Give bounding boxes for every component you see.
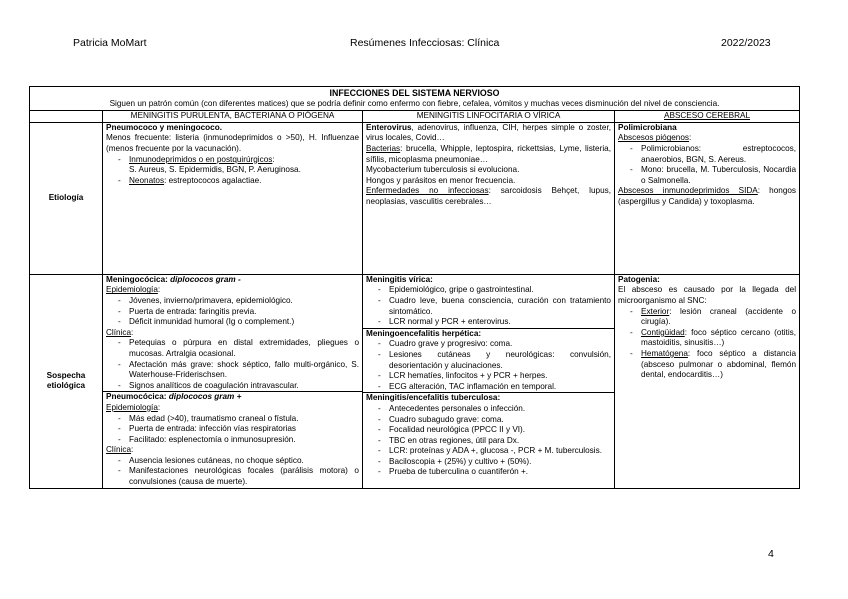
pneumococica-epi-list	[106, 414, 359, 446]
list-item: - Puerta de entrada: faringitis previa.	[106, 307, 359, 318]
header-author: Patricia MoMart	[73, 37, 147, 49]
sospecha-tuberculosa	[363, 392, 614, 478]
sospecha-pneumococica	[103, 391, 362, 487]
etiologia-virica-hongos: Hongos y parásitos en menor frecuencia.	[366, 175, 516, 185]
list-item: - Cuadro subagudo grave: coma.	[366, 415, 611, 426]
sospecha-virica-cell	[363, 274, 615, 488]
list-item: - Polimicrobianos: estreptococos, anaerobios, BGN, S. Aereus.	[618, 144, 796, 165]
list-item: - Prueba de tuberculina o cuantiferón +.	[366, 467, 611, 478]
column-header-absceso: ABSCESO CEREBRAL	[615, 111, 800, 123]
list-item: - Manifestaciones neurológicas focales (parálisis motora) o convulsiones (causa de muerte).	[106, 466, 359, 487]
herpetica-heading: Meningoencefalitis herpética:	[366, 328, 482, 338]
etiologia-virica-cell	[363, 122, 615, 274]
column-header-virica: MENINGITIS LINFOCITARIA O VÍRICA	[363, 111, 615, 123]
list-item: - Lesiones cutáneas y neurológicas: convulsión, desorientación y alucinaciones.	[366, 350, 611, 371]
list-item: - Déficit inmunidad humoral (Ig o complement.)	[106, 317, 359, 328]
etiologia-purulenta-cell	[103, 122, 363, 274]
herpetica-list	[366, 339, 611, 392]
etiologia-absceso-piogenos: Abscesos piógenos:	[618, 133, 692, 143]
sospecha-virica	[363, 275, 614, 328]
absceso-patogenia-list	[618, 307, 796, 381]
absceso-patogenia-heading: Patogenia:	[618, 274, 660, 284]
table-title: INFECCIONES DEL SISTEMA NERVIOSO	[329, 88, 500, 98]
list-item: - Puerta de entrada: infección vías respiratorias	[106, 424, 359, 435]
etiologia-purulenta-text: Menos frecuente: listeria (inmunodeprimidos o >50), H. Influenzae (menos frecuente por la vacunación).	[106, 133, 359, 153]
list-item: - TBC en otras regiones, útil para Dx.	[366, 436, 611, 447]
column-header-purulenta: MENINGITIS PURULENTA, BACTERIANA O PIÓGENA	[103, 111, 363, 123]
pneumococica-epi-label: Epidemiología:	[106, 402, 161, 412]
table-subtitle: Siguen un patrón común (con diferentes matices) que se podría definir como enfermo con fiebre, cefalea, vómitos y muchas veces disminución del nivel de consciencia.	[109, 98, 720, 108]
list-item: - Mono: brucella, M. Tuberculosis, Nocardia o Salmonella.	[618, 165, 796, 186]
etiologia-virica-bacterias: Bacterias: brucella, Whipple, leptospira, rickettsias, Lyme, listeria, sífilis, micoplasma pneumoniae…	[366, 143, 611, 164]
list-item: - LCR hematíes, linfocitos + y PCR + herpes.	[366, 371, 611, 382]
meningococica-epi-label: Epidemiología:	[106, 285, 161, 295]
header-year: 2022/2023	[721, 37, 771, 49]
etiologia-absceso-sida: Abscesos inmunodeprimidos SIDA: hongos (aspergillus y Candida) y toxoplasma.	[618, 186, 797, 206]
list-item: - Hematógena: foco séptico a distancia (absceso pulmonar o abdominal, flemón dental, endocarditis…)	[618, 349, 796, 381]
pneumococica-clin-list	[106, 456, 359, 488]
etiologia-purulenta-list	[106, 155, 359, 187]
list-item: - Inmunodeprimidos o en postquirúrgicos: S. Aureus, S. Epidermidis, BGN, P. Aeruginosa.	[106, 155, 359, 176]
infections-table	[29, 86, 800, 489]
absceso-patogenia-text: El absceso es causado por la llegada del microorganismo al SNC:	[618, 285, 797, 305]
list-item: - Antecedentes personales o infección.	[366, 404, 611, 415]
list-item: - Petequias o púrpura en distal extremidades, pliegues o mucosas. Artralgia ocasional.	[106, 338, 359, 359]
list-item: - Más edad (>40), traumatismo craneal o fístula.	[106, 414, 359, 425]
pneumococica-heading: Pneumocócica: diplococos gram +	[106, 392, 242, 402]
meningococica-heading: Meningocócica: diplococos gram -	[106, 274, 241, 284]
list-item: - Jóvenes, invierno/primavera, epidemiológico.	[106, 296, 359, 307]
list-item: - Cuadro grave y progresivo: coma.	[366, 339, 611, 350]
list-item: - Epidemiológico, gripe o gastrointestinal.	[366, 285, 611, 296]
etiologia-absceso-cell	[615, 122, 800, 274]
list-item: - LCR normal y PCR + enterovirus.	[366, 317, 611, 328]
sospecha-purulenta-cell	[103, 274, 363, 488]
list-item: - Facilitado: esplenectomía o inmunosupresión.	[106, 435, 359, 446]
list-item: - Neonatos: estreptococos agalactiae.	[106, 176, 359, 187]
etiologia-virica-myco: Mycobacterium tuberculosis si evoluciona.	[366, 165, 520, 175]
virica-list	[366, 285, 611, 327]
sospecha-meningococica	[103, 275, 362, 392]
sospecha-herpetica	[363, 328, 614, 393]
corner-cell	[30, 111, 103, 123]
header-doc-title: Resúmenes Infecciosas: Clínica	[350, 37, 500, 49]
list-item: - LCR: proteínas y ADA +, glucosa -, PCR + M. tuberculosis.	[366, 446, 611, 457]
meningococica-clin-list	[106, 338, 359, 391]
etiologia-virica-no-infecciosas: Enfermedades no infecciosas: sarcoidosis Behçet, lupus, neoplasias, vasculitis cerebrales…	[366, 186, 611, 206]
tuberculosa-heading: Meningitis/encefalitis tuberculosa:	[366, 393, 501, 403]
tuberculosa-list	[366, 404, 611, 478]
etiologia-purulenta-heading: Pneumococo y meningococo.	[106, 122, 223, 132]
list-item: - Focalidad neurológica (PPCC II y VI).	[366, 425, 611, 436]
page-number: 4	[768, 548, 774, 560]
list-item: - Exterior: lesión craneal (accidente o cirugía).	[618, 307, 796, 328]
table-title-cell	[30, 87, 800, 111]
list-item: - Contigüidad: foco séptico cercano (otitis, mastoiditis, sinusitis…)	[618, 328, 796, 349]
list-item: - Afectación más grave: shock séptico, fallo multi-orgánico, S. Waterhouse-Friderischsen.	[106, 360, 359, 381]
virica-heading: Meningitis vírica:	[366, 274, 433, 284]
list-item: - Baciloscopia + (25%) y cultivo + (50%).	[366, 457, 611, 468]
list-item: - Cuadro leve, buena consciencia, curación con tratamiento sintomático.	[366, 296, 611, 317]
list-item: - ECG alteración, TAC inflamación en temporal.	[366, 382, 611, 393]
etiologia-virica-virus: Enterovirus, adenovirus, influenza, CIH, herpes simple o zoster, virus locales, Covid…	[366, 122, 611, 143]
pneumococica-clin-label: Clínica:	[106, 445, 134, 455]
list-item: - Signos analíticos de coagulación intravascular.	[106, 381, 359, 392]
etiologia-absceso-heading: Polimicrobiana	[618, 122, 677, 132]
meningococica-clin-label: Clínica:	[106, 327, 134, 337]
sospecha-absceso-cell	[615, 274, 800, 488]
meningococica-epi-list	[106, 296, 359, 328]
row-header-etiologia: Etiología	[30, 122, 103, 274]
list-item: - Ausencia lesiones cutáneas, no choque séptico.	[106, 456, 359, 467]
etiologia-absceso-list	[618, 144, 796, 186]
row-header-sospecha: Sospecha etiológica	[30, 274, 103, 488]
